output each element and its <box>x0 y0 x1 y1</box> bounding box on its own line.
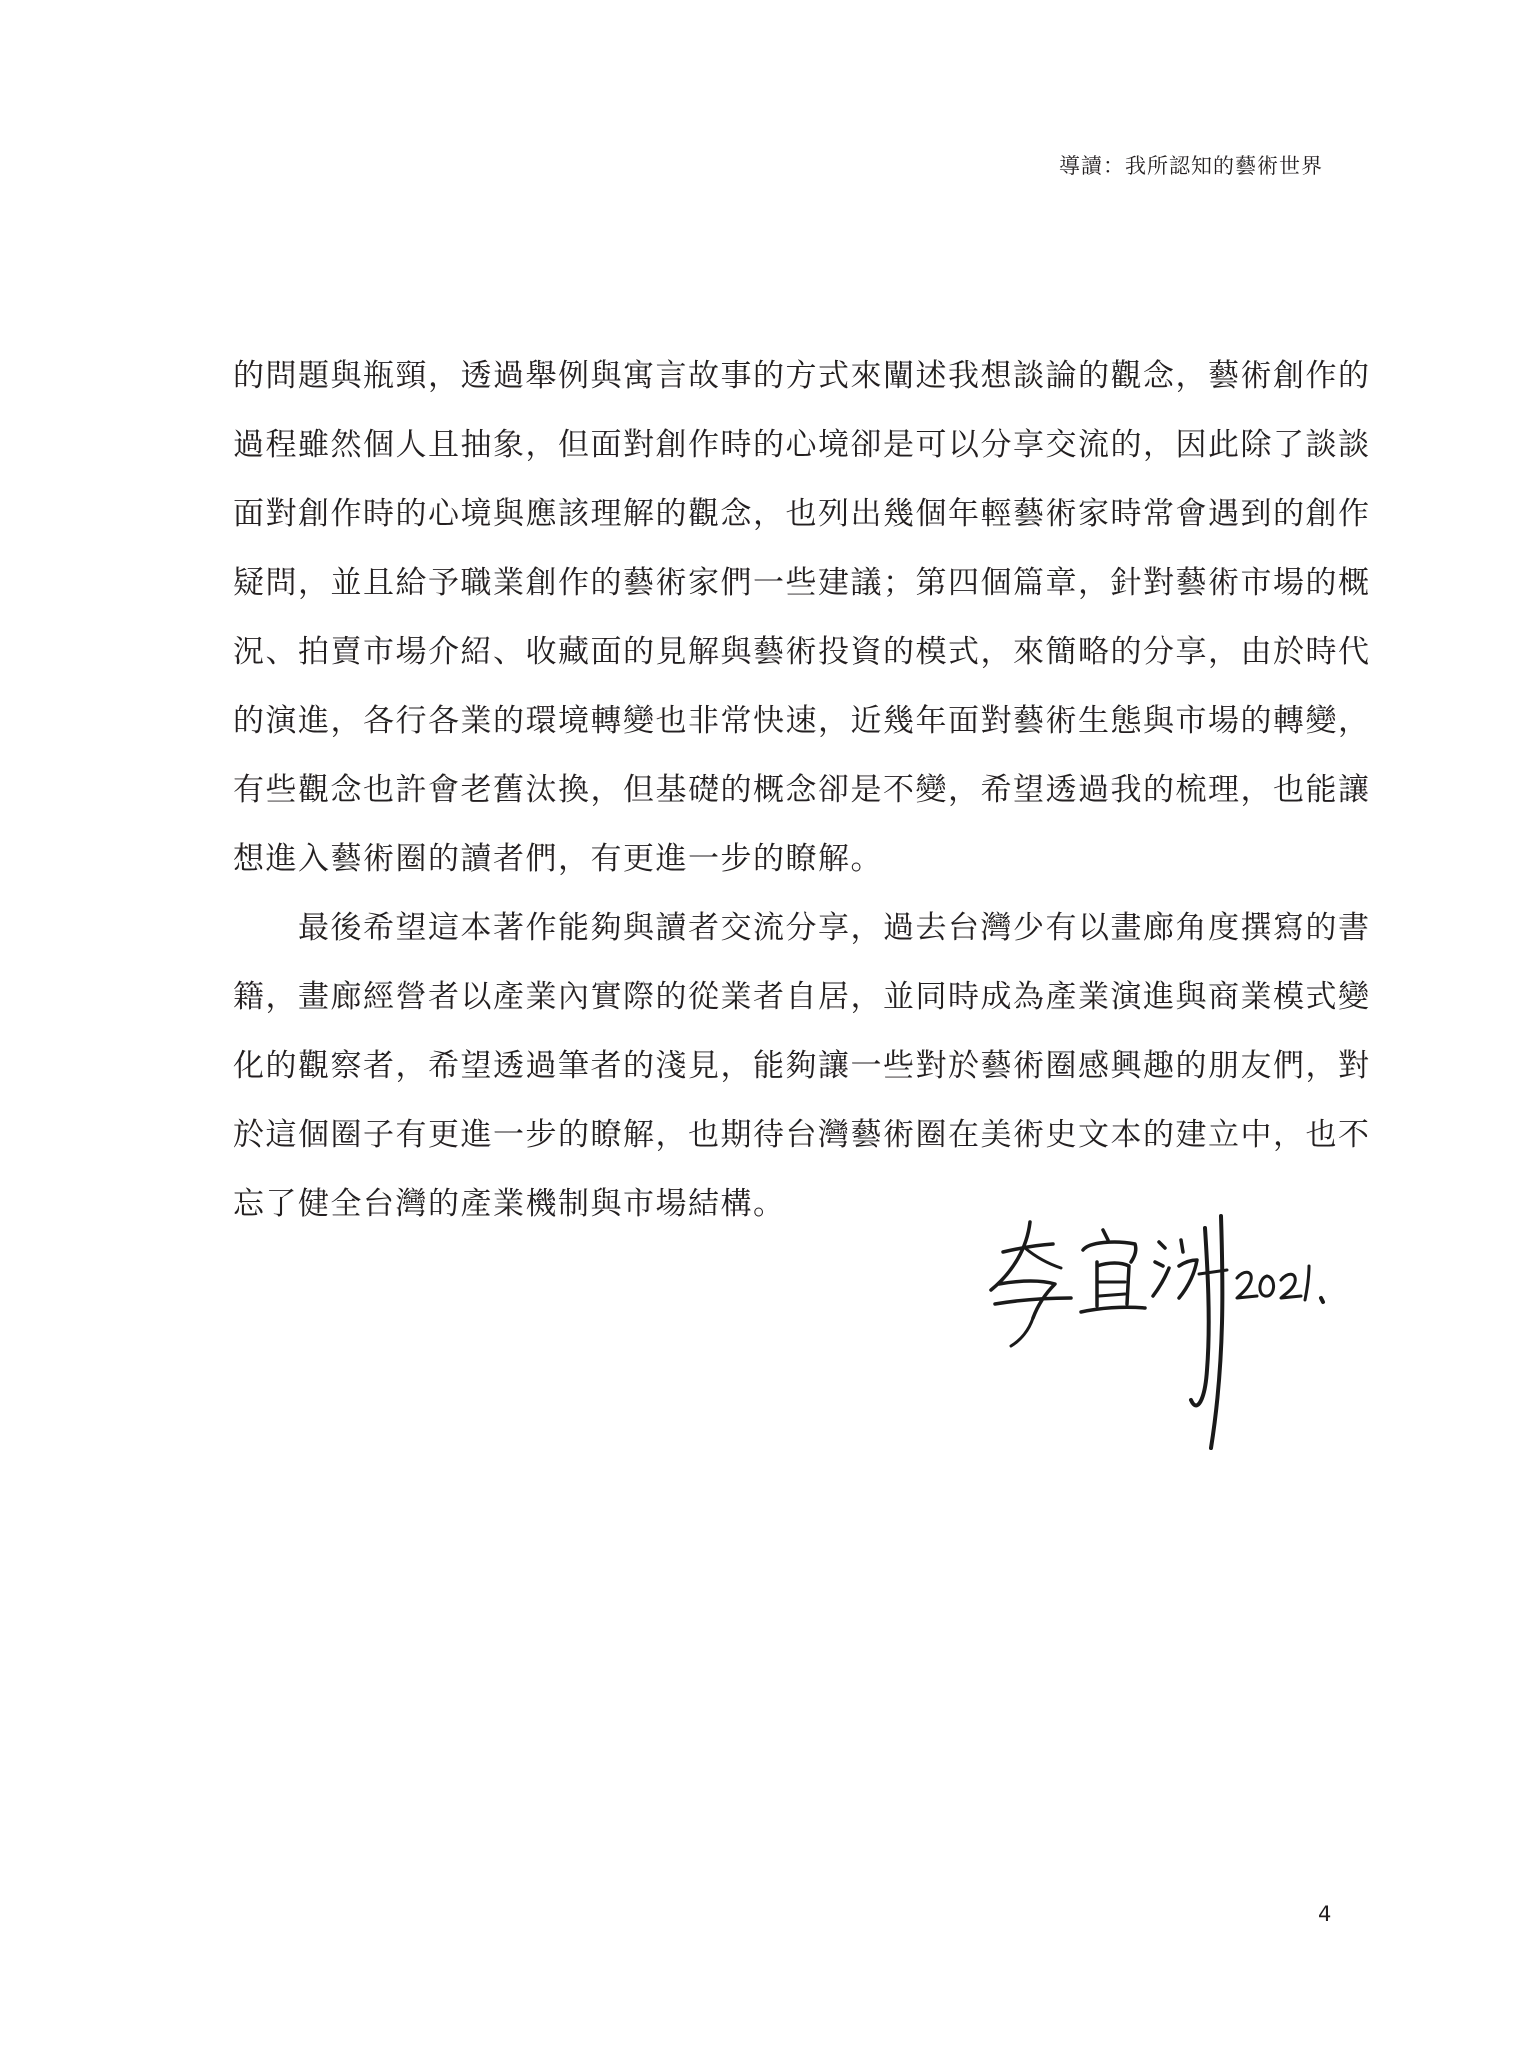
text-line: 的問題與瓶頸，透過舉例與寓言故事的方式來闡述我想談論的觀念，藝術創作的 <box>233 358 1371 394</box>
text-line: 有些觀念也許會老舊汰換，但基礎的概念卻是不變，希望透過我的梳理，也能讓 <box>233 772 1371 808</box>
text-line: 的演進，各行各業的環境轉變也非常快速，近幾年面對藝術生態與市場的轉變， <box>233 703 1371 739</box>
text-line: 忘了健全台灣的產業機制與市場結構。 <box>233 1186 786 1222</box>
text-line: 化的觀察者，希望透過筆者的淺見，能夠讓一些對於藝術圈感興趣的朋友們，對 <box>233 1048 1371 1084</box>
running-header-title: 導讀：我所認知的藝術世界 <box>1059 154 1323 178</box>
text-line: 過程雖然個人且抽象，但面對創作時的心境卻是可以分享交流的，因此除了談談 <box>233 427 1371 463</box>
text-line: 於這個圈子有更進一步的瞭解，也期待台灣藝術圈在美術史文本的建立中，也不 <box>233 1117 1371 1153</box>
text-line: 況、拍賣市場介紹、收藏面的見解與藝術投資的模式，來簡略的分享，由於時代 <box>233 634 1371 670</box>
handwritten-signature <box>975 1200 1335 1460</box>
page-number: 4 <box>1318 1902 1332 1926</box>
text-line: 疑問，並且給予職業創作的藝術家們一些建議；第四個篇章，針對藝術市場的概 <box>233 565 1371 601</box>
text-line: 最後希望這本著作能夠與讀者交流分享，過去台灣少有以畫廊角度撰寫的書 <box>233 910 1371 946</box>
text-line: 面對創作時的心境與應該理解的觀念，也列出幾個年輕藝術家時常會遇到的創作 <box>233 496 1371 532</box>
body-text <box>233 342 1371 1239</box>
text-line: 想進入藝術圈的讀者們，有更進一步的瞭解。 <box>233 841 883 877</box>
text-line: 籍，畫廊經營者以產業內實際的從業者自居，並同時成為產業演進與商業模式變 <box>233 979 1371 1015</box>
